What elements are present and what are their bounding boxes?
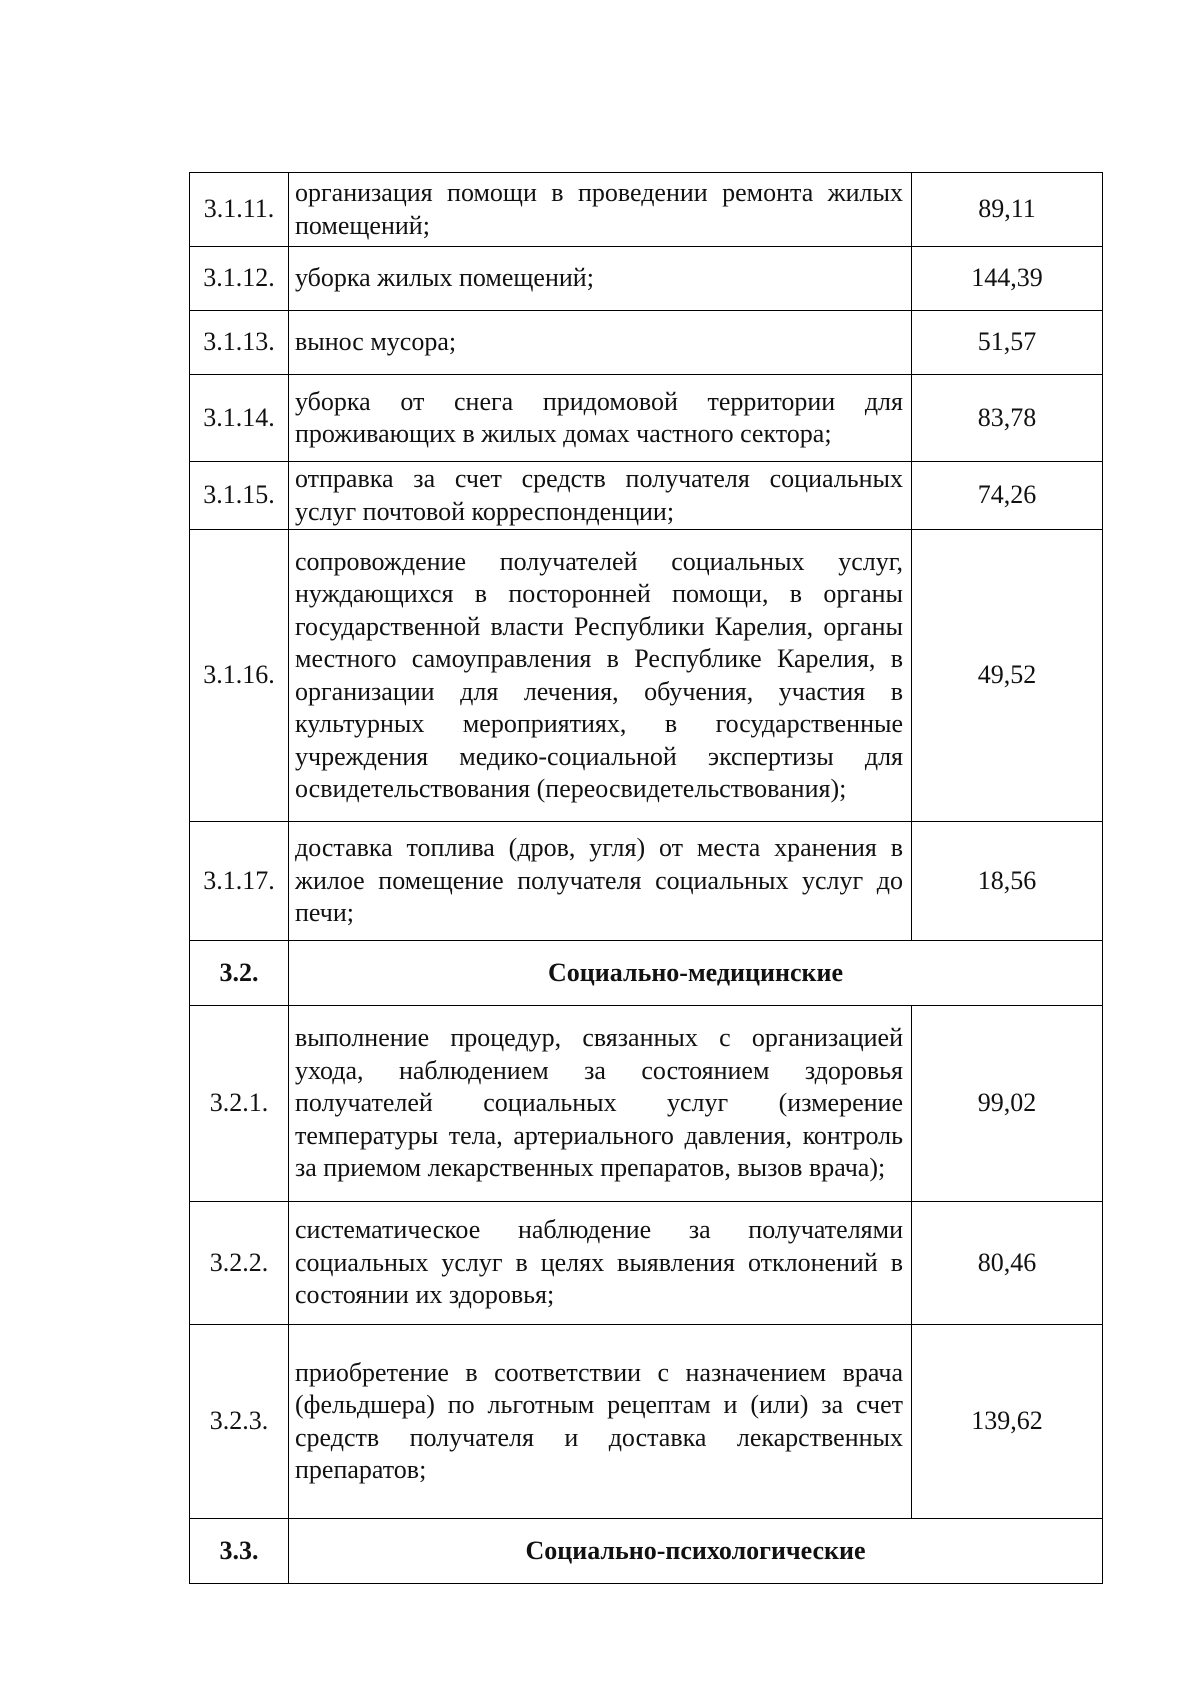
service-price: 139,62 (912, 1325, 1103, 1519)
service-description: организация помощи в проведении ремонта жилых помещений; (289, 173, 912, 247)
service-price: 74,26 (912, 462, 1103, 530)
service-description: систематическое наблюдение за получателями социальных услуг в целях выявления отклонений в состоянии их здоровья; (289, 1202, 912, 1325)
row-number: 3.1.12. (190, 247, 289, 311)
service-description: сопровождение получателей социальных услуг, нуждающихся в посторонней помощи, в органы государственной власти Республики Карелия, органы местного самоуправления в Республике Карелия, в организации для лечения, обучения, участия в культурных мероприятиях, в государственные учреждения медико-социальной экспертизы для освидетельствования (переосвидетельствования); (289, 530, 912, 822)
services-tariff-table (189, 172, 1103, 1584)
service-description: вынос мусора; (289, 311, 912, 375)
service-price: 89,11 (912, 173, 1103, 247)
section-title: Социально-медицинские (289, 941, 1103, 1006)
service-price: 51,57 (912, 311, 1103, 375)
row-number: 3.1.17. (190, 822, 289, 941)
table-row (190, 375, 1103, 462)
row-number: 3.1.11. (190, 173, 289, 247)
table-row (190, 1325, 1103, 1519)
table-row (190, 822, 1103, 941)
row-number: 3.2.3. (190, 1325, 289, 1519)
row-number: 3.1.13. (190, 311, 289, 375)
row-number: 3.2.2. (190, 1202, 289, 1325)
service-description: приобретение в соответствии с назначением врача (фельдшера) по льготным рецептам и (или) за счет средств получателя и доставка лекарственных препаратов; (289, 1325, 912, 1519)
row-number: 3.1.14. (190, 375, 289, 462)
service-description: уборка жилых помещений; (289, 247, 912, 311)
row-number: 3.1.15. (190, 462, 289, 530)
section-number: 3.2. (190, 941, 289, 1006)
service-price: 83,78 (912, 375, 1103, 462)
table-row (190, 311, 1103, 375)
row-number: 3.2.1. (190, 1006, 289, 1202)
table-row (190, 1202, 1103, 1325)
table-row (190, 247, 1103, 311)
service-price: 99,02 (912, 1006, 1103, 1202)
section-row (190, 941, 1103, 1006)
section-title: Социально-психологические (289, 1519, 1103, 1584)
section-row (190, 1519, 1103, 1584)
row-number: 3.1.16. (190, 530, 289, 822)
service-price: 18,56 (912, 822, 1103, 941)
table-row (190, 530, 1103, 822)
section-number: 3.3. (190, 1519, 289, 1584)
table-row (190, 173, 1103, 247)
service-price: 49,52 (912, 530, 1103, 822)
service-description: уборка от снега придомовой территории для проживающих в жилых домах частного сектора; (289, 375, 912, 462)
service-description: доставка топлива (дров, угля) от места хранения в жилое помещение получателя социальных услуг до печи; (289, 822, 912, 941)
table-row (190, 1006, 1103, 1202)
table-row (190, 462, 1103, 530)
service-price: 144,39 (912, 247, 1103, 311)
service-description: отправка за счет средств получателя социальных услуг почтовой корреспонденции; (289, 462, 912, 530)
service-price: 80,46 (912, 1202, 1103, 1325)
service-description: выполнение процедур, связанных с организацией ухода, наблюдением за состоянием здоровья получателей социальных услуг (измерение температуры тела, артериального давления, контроль за приемом лекарственных препаратов, вызов врача); (289, 1006, 912, 1202)
